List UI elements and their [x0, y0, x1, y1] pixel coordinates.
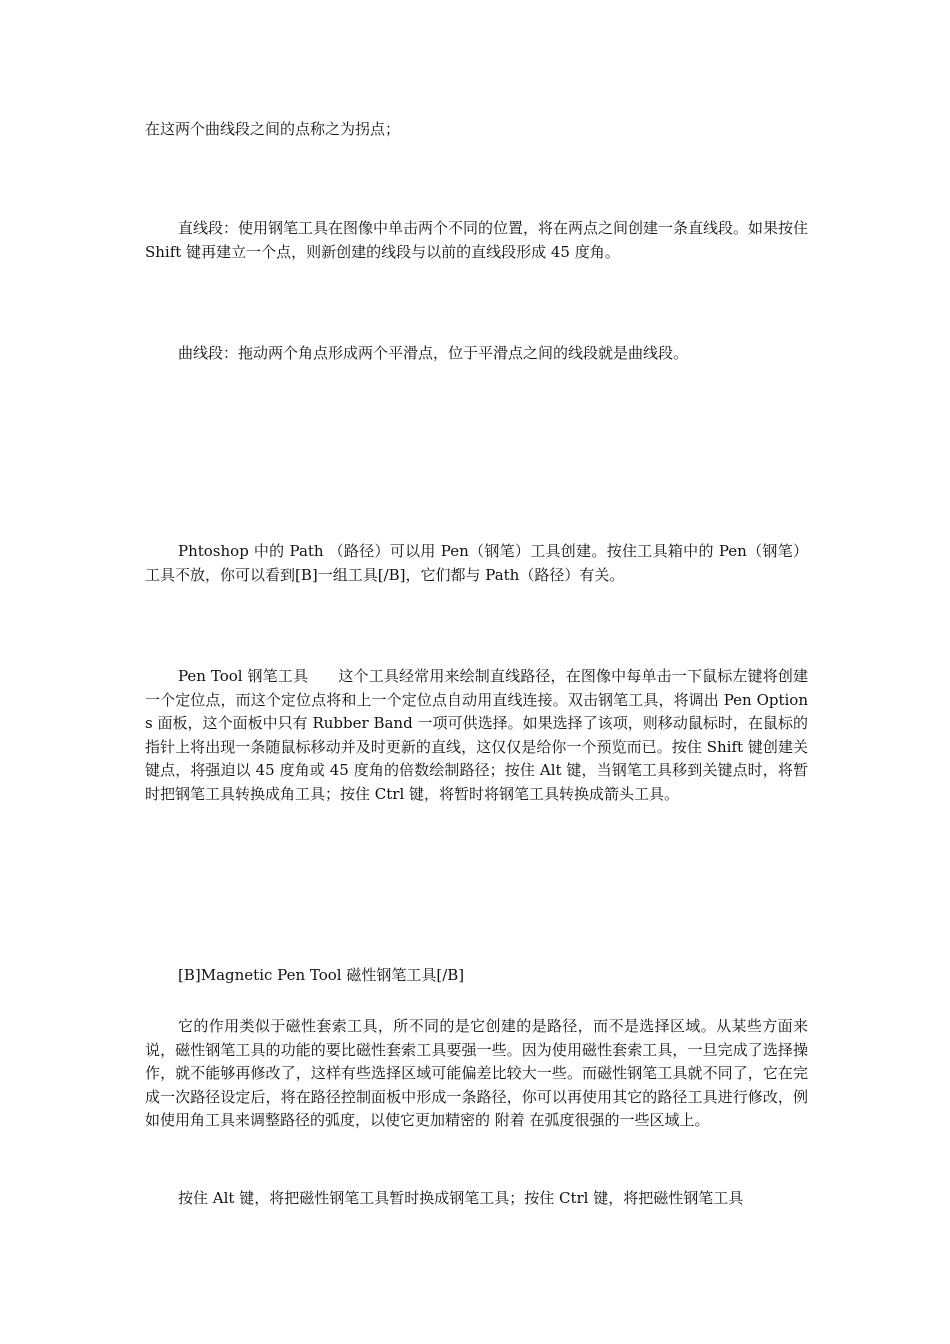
paragraph-magnetic-pen-shortcuts: 按住 Alt 键，将把磁性钢笔工具暂时换成钢笔工具；按住 Ctrl 键，将把磁性钢笔工具	[178, 1189, 744, 1207]
paragraph-pen-tool: Pen Tool 钢笔工具 这个工具经常用来绘制直线路径，在图像中每单击一下鼠标左键将创建一个定位点，而这个定位点将和上一个定位点自动用直线连接。双击钢笔工具，将调出 Pen Options 面板，这个面板中只有 Rubber Band 一项可供选择。如果选择了该项，则移动鼠标时，在鼠标的指针上将出现一条随鼠标移动并及时更新的直线，这仅仅是给你一个预览而已。按住 Shift 键创建关键点，将强迫以 45 度角或 45 度角的倍数绘制路径；按住 Alt 键，当钢笔工具移到关键点时，将暂时把钢笔工具转换成角工具；按住 Ctrl 键，将暂时将钢笔工具转换成箭头工具。	[145, 667, 808, 803]
paragraph-straight-segment: 直线段：使用钢笔工具在图像中单击两个不同的位置，将在两点之间创建一条直线段。如果按住 Shift 键再建立一个点，则新创建的线段与以前的直线段形成 45 度角。	[145, 219, 809, 261]
paragraph-path-intro: Phtoshop 中的 Path （路径）可以用 Pen（钢笔）工具创建。按住工具箱中的 Pen（钢笔）工具不放，你可以看到[B]一组工具[/B]，它们都与 Path（路径）有关。	[145, 542, 808, 584]
heading-magnetic-pen-tool: [B]Magnetic Pen Tool 磁性钢笔工具[/B]	[178, 966, 465, 984]
paragraph-inflection-point: 在这两个曲线段之间的点称之为拐点；	[145, 120, 401, 138]
paragraph-curve-segment: 曲线段：拖动两个角点形成两个平滑点，位于平滑点之间的线段就是曲线段。	[178, 344, 689, 362]
paragraph-magnetic-pen-tool: 它的作用类似于磁性套索工具，所不同的是它创建的是路径，而不是选择区域。从某些方面来说，磁性钢笔工具的功能的要比磁性套索工具要强一些。因为使用磁性套索工具，一旦完成了选择操作，就不能够再修改了，这样有些选择区域可能偏差比较大一些。而磁性钢笔工具就不同了，它在完成一次路径设定后，将在路径控制面板中形成一条路径，你可以再使用其它的路径工具进行修改，例如使用角工具来调整路径的弧度，以使它更加精密的 附着 在弧度很强的一些区域上。	[145, 1017, 808, 1130]
